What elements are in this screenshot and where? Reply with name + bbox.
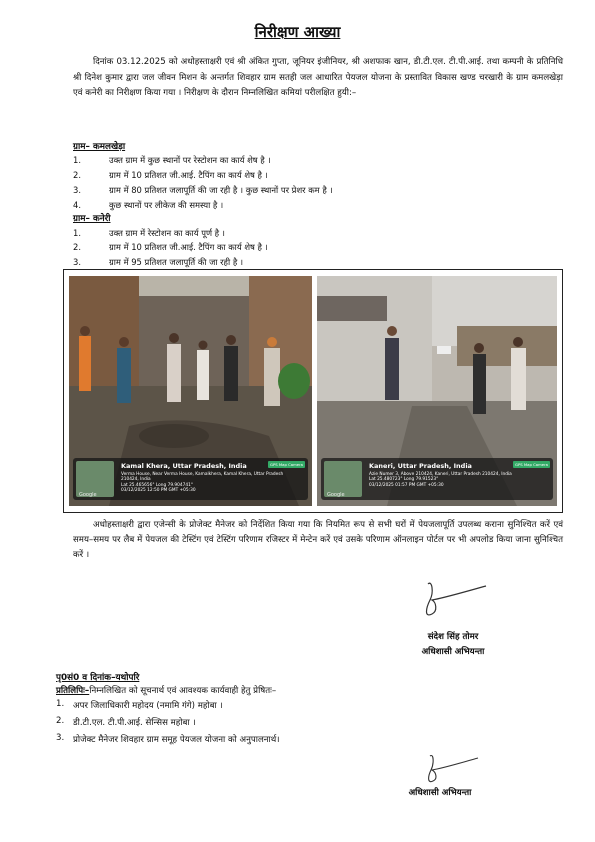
list-item-text: कुछ स्थानों पर लीकेज की समस्या है । xyxy=(109,200,224,210)
list-item-text: उक्त ग्राम में रेस्टोशन का कार्य पूर्ण है । xyxy=(109,228,225,238)
list-item-text: उक्त ग्राम में कुछ स्थानों पर रेस्टोशन का कार्य शेष है । xyxy=(109,155,271,165)
gps-badge: GPS Map Camera xyxy=(270,462,303,467)
document-title: निरीक्षण आख्या xyxy=(254,23,341,41)
list-item-number: 3. xyxy=(56,733,65,743)
gps-timestamp: 03/12/2025 12:50 PM GMT +05:30 xyxy=(121,487,196,493)
list-item-text: ग्राम में 95 प्रतिशत जलापूर्ति की जा रही है । xyxy=(109,257,244,267)
gps-address xyxy=(369,472,544,488)
copy-label: प्रतिलिपिः– xyxy=(56,686,90,696)
gps-location-title: Kaneri, Uttar Pradesh, India xyxy=(369,462,472,470)
list-item-number: 3. xyxy=(73,257,81,267)
google-logo: Google xyxy=(327,492,345,498)
gps-address xyxy=(121,472,296,493)
signature-image xyxy=(420,578,490,620)
list-item-number: 4. xyxy=(73,200,81,210)
village1-heading: ग्राम– कमलखेड़ा xyxy=(73,142,126,152)
signature-image xyxy=(422,752,482,786)
list-item-number: 1. xyxy=(73,228,81,238)
signatory-name: संदेश सिंह तोमर xyxy=(427,632,479,642)
list-item xyxy=(73,153,563,167)
list-item-number: 2. xyxy=(56,716,65,726)
photo-frame xyxy=(63,269,563,513)
list-item xyxy=(73,198,563,212)
footer-designation: अधिशासी अभियन्ता xyxy=(408,788,472,798)
site-photo-kaneri xyxy=(317,276,557,506)
signatory-designation: अधिशासी अभियन्ता xyxy=(421,647,485,657)
reference-line: पृ0सं0 व दिनांक–यथोपरि xyxy=(56,673,140,683)
list-item-number: 3. xyxy=(73,185,81,195)
list-item-text: प्रोजेक्ट मैनेजर शिवहार ग्राम समूह पेयजल योजना को अनुपालनार्थ। xyxy=(73,735,280,745)
google-logo: Google xyxy=(79,492,97,498)
list-item-text: ग्राम में 10 प्रतिशत जी.आई. टैपिंग का कार्य शेष है । xyxy=(109,242,268,252)
site-photo-kamalkhera xyxy=(69,276,312,506)
list-item-text: डी.टी.एल. टी.पी.आई. सेन्सिस महोबा । xyxy=(73,718,196,728)
list-item xyxy=(56,699,536,713)
list-item-text: ग्राम में 80 प्रतिशत जलापूर्ति की जा रही है । कुछ स्थानों पर प्रेशर कम है । xyxy=(109,185,333,195)
list-item-number: 1. xyxy=(56,699,65,709)
copy-to-line xyxy=(56,684,276,696)
gps-location-title: Kamal Khera, Uttar Pradesh, India xyxy=(121,462,247,470)
list-item xyxy=(73,240,563,254)
gps-badge: GPS Map Camera xyxy=(515,462,548,467)
list-item-number: 2. xyxy=(73,170,81,180)
list-item-number: 2. xyxy=(73,242,81,252)
intro-paragraph: दिनांक 03.12.2025 को अधोहस्ताक्षरी एवं श्री अंकित गुप्ता, जूनियर इंजीनियर, श्री अशफाक खान, डी.टी.एल. टी.पी.आई. तथा कम्पनी के प्रतिनिधि श्री दिनेश कुमार द्वारा जल जीवन मिशन के अन्तर्गत शिवहार ग्राम सतही जल आधारित पेयजल योजना के प्रस्तावित विकास खण्ड चरखारी के ग्राम कमलखेड़ा एवं कनेरी का निरीक्षण किया गया । निरीक्षण के दौरान निम्नलिखित कमियां परीलक्षित हुयी:– xyxy=(73,57,563,98)
list-item xyxy=(73,168,563,182)
list-item xyxy=(73,183,563,197)
list-item xyxy=(56,716,536,730)
gps-coordinates: Lat 25.465656° Long 79.904741° xyxy=(121,482,193,488)
village2-heading: ग्राम– कनेरी xyxy=(73,214,111,224)
gps-overlay xyxy=(73,458,308,500)
copy-text: निम्नलिखित को सूचनार्थ एवं आवश्यक कार्यवाही हेतु प्रेषितः– xyxy=(89,686,277,696)
list-item-text: अपर जिलाधिकारी महोदय (नमामि गंगे) महोबा । xyxy=(73,701,223,711)
gps-timestamp: 03/12/2025 01:57 PM GMT +05:30 xyxy=(369,482,444,488)
gps-address-line: Azie Numer 3, Above 210424, Kaneri, Uttar Pradesh 210424, India xyxy=(369,472,512,477)
list-item-number: 1. xyxy=(73,155,81,165)
list-item xyxy=(56,733,536,747)
list-item-text: ग्राम में 10 प्रतिशत जी.आई. टैपिंग का कार्य शेष है । xyxy=(109,170,268,180)
gps-overlay xyxy=(321,458,553,500)
list-item xyxy=(73,226,563,240)
direction-paragraph: अधोहस्ताक्षरी द्वारा एजेन्सी के प्रोजेक्ट मैनेजर को निर्देशित किया गया कि नियमित रूप से सभी घरों में पेयजलापूर्ति उपलब्ध कराना सुनिश्चित करें एवं समय–समय पर लैब में पेयजल की टेस्टिंग एवं टेस्टिंग परिणाम रजिस्टर में मेन्टेन करें एवं उसके परिणाम ऑनलाइन पोर्टल पर भी अपलोड किया जाना सुनिश्चित करें । xyxy=(73,520,563,560)
list-item xyxy=(73,255,563,269)
gps-address-line: Verma House, Near Verma House, Kamalkhera, Kamal Khera, Uttar Pradesh 210424, India xyxy=(121,472,284,483)
gps-coordinates: Lat 25.480723° Long 79.91523° xyxy=(369,477,439,483)
